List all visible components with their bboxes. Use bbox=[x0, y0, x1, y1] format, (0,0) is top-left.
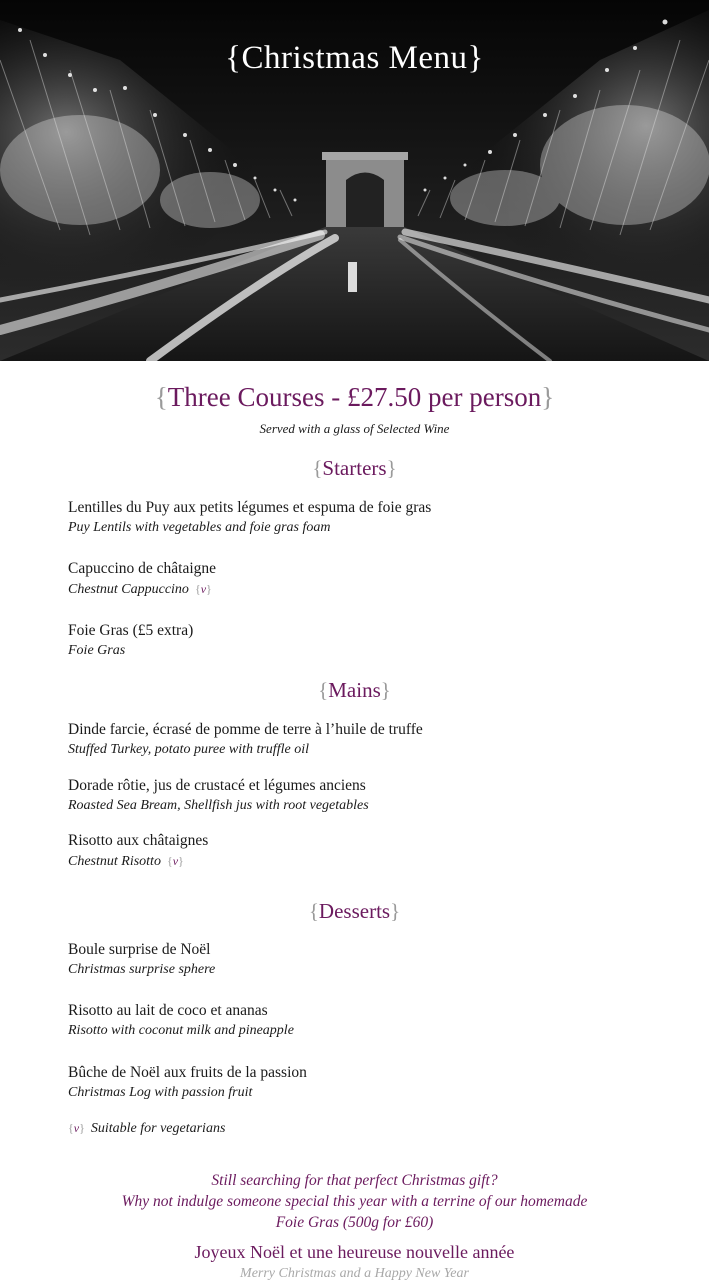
vegetarian-badge: {v} bbox=[166, 854, 184, 868]
offer-subtitle: Served with a glass of Selected Wine bbox=[259, 421, 450, 436]
section-heading-mains bbox=[0, 678, 709, 703]
dish-name-fr: Bûche de Noël aux fruits de la passion bbox=[68, 1064, 307, 1081]
dish-name-fr: Boule surprise de Noël bbox=[68, 941, 211, 958]
dish-name-en: Chestnut Cappuccino bbox=[68, 582, 189, 597]
dish-name-fr: Risotto au lait de coco et ananas bbox=[68, 1002, 268, 1019]
brace: } bbox=[386, 456, 397, 480]
vegetarian-badge: {v} bbox=[68, 1121, 85, 1135]
gift-promo bbox=[0, 1170, 709, 1233]
hero-photo bbox=[0, 0, 709, 361]
section-label: Desserts bbox=[318, 899, 391, 923]
dish-name-en: Roasted Sea Bream, Shellfish jus with root vegetables bbox=[68, 798, 369, 813]
brace: { bbox=[312, 456, 323, 480]
dish-name-en: Puy Lentils with vegetables and foie gras foam bbox=[68, 520, 331, 535]
dish-name-fr: Dinde farcie, écrasé de pomme de terre à l’huile de truffe bbox=[68, 721, 423, 738]
dish-name-en: Stuffed Turkey, potato puree with truffle oil bbox=[68, 742, 309, 757]
offer-title: Three Courses - £27.50 per person bbox=[167, 382, 542, 412]
gift-line: Foie Gras (500g for £60) bbox=[275, 1214, 434, 1231]
gift-line: Still searching for that perfect Christmas gift? bbox=[211, 1172, 498, 1189]
menu-item bbox=[68, 719, 668, 760]
vegetarian-badge: {v} bbox=[194, 582, 212, 596]
dish-name-fr: Dorade rôtie, jus de crustacé et légumes anciens bbox=[68, 777, 366, 794]
dish-name-fr: Capuccino de châtaigne bbox=[68, 560, 217, 577]
menu-item bbox=[68, 1000, 668, 1041]
vegetarian-legend bbox=[68, 1121, 225, 1137]
dish-name-en: Christmas Log with passion fruit bbox=[68, 1085, 253, 1100]
brace: { bbox=[308, 899, 319, 923]
section-heading-starters bbox=[0, 456, 709, 481]
page-title: {Christmas Menu} bbox=[225, 40, 484, 76]
legend-text: Suitable for vegetarians bbox=[90, 1121, 226, 1136]
menu-item bbox=[68, 558, 668, 600]
dish-name-en: Risotto with coconut milk and pineapple bbox=[68, 1023, 294, 1038]
dish-name-en: Foie Gras bbox=[68, 643, 126, 658]
brace: } bbox=[541, 382, 555, 412]
greeting-english: Merry Christmas and a Happy New Year bbox=[240, 1266, 469, 1281]
dish-name-fr: Lentilles du Puy aux petits légumes et espuma de foie gras bbox=[68, 499, 432, 516]
offer-heading bbox=[0, 382, 709, 413]
greeting-french: Joyeux Noël et une heureuse nouvelle année bbox=[194, 1242, 515, 1262]
menu-item bbox=[68, 830, 668, 872]
menu-item bbox=[68, 497, 668, 538]
dish-name-en: Christmas surprise sphere bbox=[68, 962, 216, 977]
menu-item bbox=[68, 1062, 668, 1103]
brace: } bbox=[390, 899, 401, 923]
brace: } bbox=[380, 678, 391, 702]
menu-item bbox=[68, 775, 668, 816]
section-label: Mains bbox=[328, 678, 381, 702]
dish-name-fr: Foie Gras (£5 extra) bbox=[68, 622, 194, 639]
brace: { bbox=[318, 678, 329, 702]
section-heading-desserts bbox=[0, 899, 709, 924]
arc-de-triomphe-shape bbox=[322, 152, 408, 227]
dish-name-fr: Risotto aux châtaignes bbox=[68, 832, 209, 849]
section-label: Starters bbox=[322, 456, 387, 480]
dish-name-en: Chestnut Risotto bbox=[68, 854, 161, 869]
gift-line: Why not indulge someone special this year with a terrine of our homemade bbox=[121, 1193, 588, 1210]
menu-item bbox=[68, 620, 668, 661]
menu-item bbox=[68, 939, 668, 980]
brace: { bbox=[154, 382, 168, 412]
